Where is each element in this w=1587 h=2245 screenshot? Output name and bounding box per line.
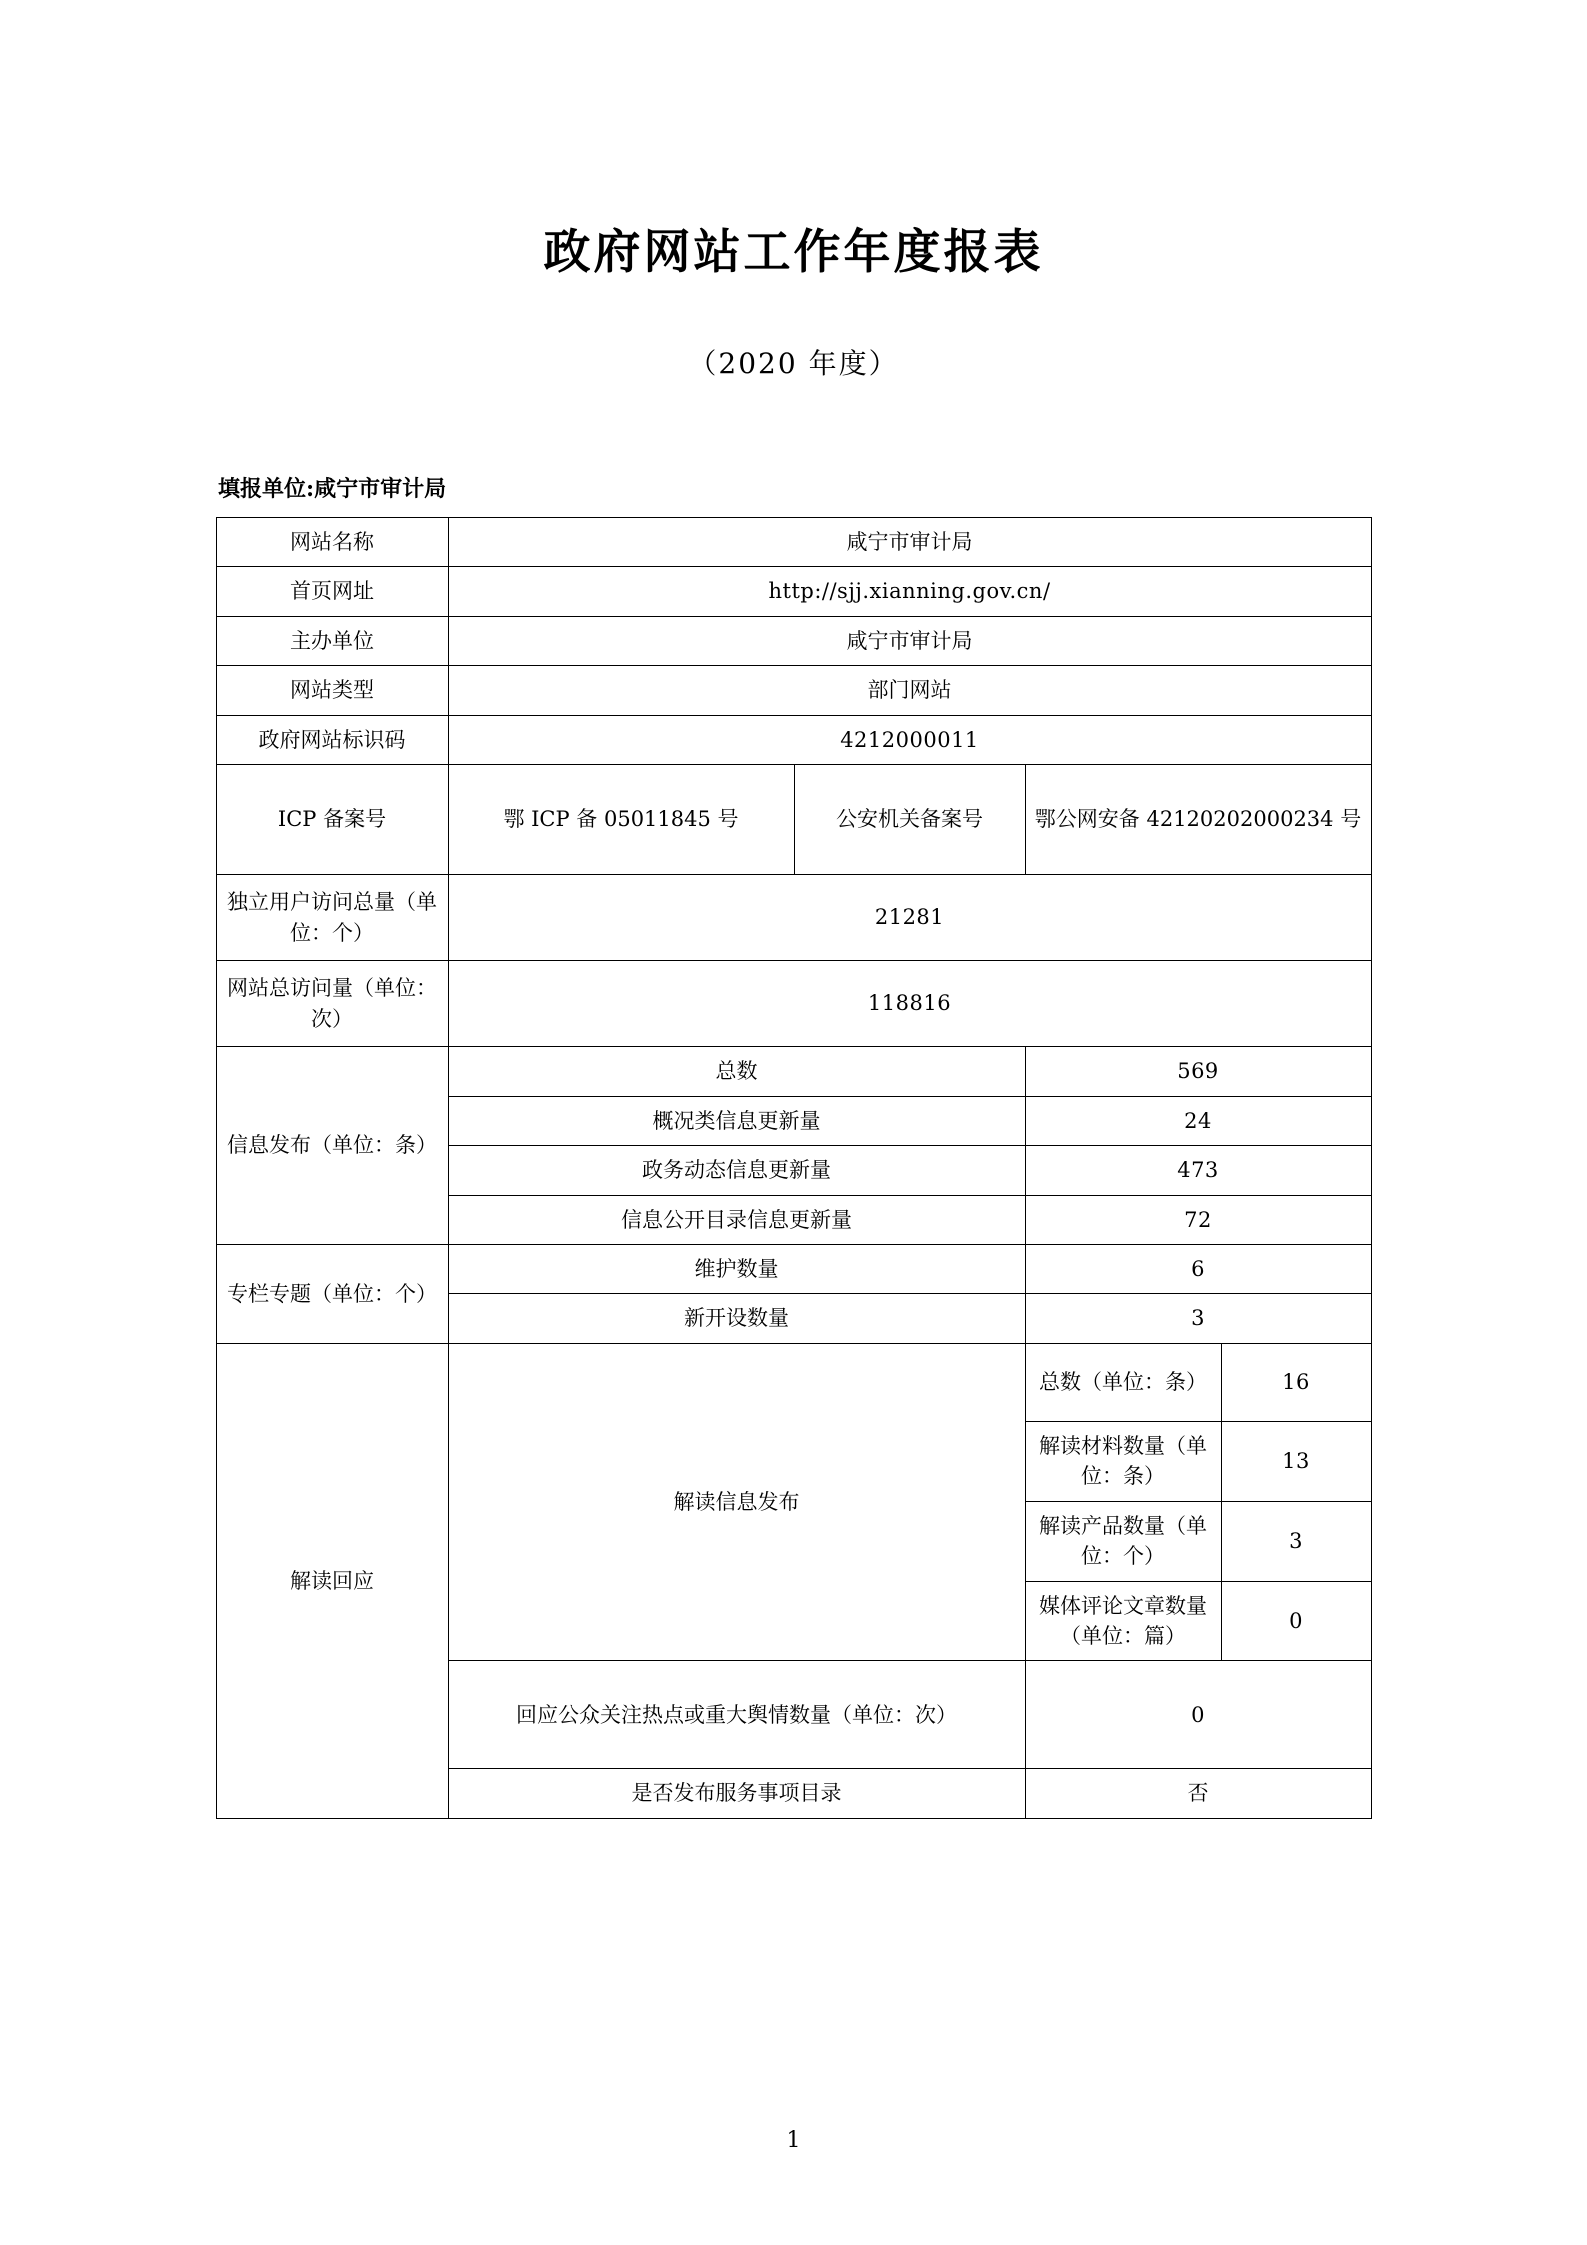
subrow-name-interpretation-0: 总数（单位：条） xyxy=(1025,1343,1221,1421)
table-row xyxy=(216,715,1371,764)
subrow-name-info-release-0: 总数 xyxy=(448,1047,1025,1096)
subrow-value-interpretation-0: 16 xyxy=(1221,1343,1371,1421)
subrow-name-interpretation-2: 解读产品数量（单位：个） xyxy=(1025,1501,1221,1581)
row-label-icp: ICP 备案号 xyxy=(216,765,448,875)
subrow-value-info-release-3: 72 xyxy=(1025,1195,1371,1244)
row-label-site-type: 网站类型 xyxy=(216,666,448,715)
subrow-name-special-columns-1: 新开设数量 xyxy=(448,1294,1025,1343)
table-row xyxy=(216,765,1371,875)
row-label-organizer: 主办单位 xyxy=(216,616,448,665)
subrow-name-interpretation-3: 媒体评论文章数量（单位：篇） xyxy=(1025,1581,1221,1661)
row-value-site-name: 咸宁市审计局 xyxy=(448,518,1371,567)
row-value-site-type: 部门网站 xyxy=(448,666,1371,715)
table-row xyxy=(216,616,1371,665)
table-row xyxy=(216,1343,1371,1421)
row-value-hotspot-response: 0 xyxy=(1025,1661,1371,1769)
row-label-special-columns: 专栏专题（单位：个） xyxy=(216,1244,448,1343)
subrow-value-info-release-2: 473 xyxy=(1025,1146,1371,1195)
row-label-hotspot-response: 回应公众关注热点或重大舆情数量（单位：次） xyxy=(448,1661,1025,1769)
row-label-site-name: 网站名称 xyxy=(216,518,448,567)
row-value-service-catalog: 否 xyxy=(1025,1769,1371,1818)
subrow-value-special-columns-1: 3 xyxy=(1025,1294,1371,1343)
page-title: 政府网站工作年度报表 xyxy=(543,225,1044,280)
table-row xyxy=(216,518,1371,567)
table-row xyxy=(216,1244,1371,1293)
row-label-police-filing: 公安机关备案号 xyxy=(794,765,1025,875)
table-row xyxy=(216,567,1371,616)
row-value-total-visits: 118816 xyxy=(448,961,1371,1047)
row-label-info-release: 信息发布（单位：条） xyxy=(216,1047,448,1245)
row-label-site-code: 政府网站标识码 xyxy=(216,715,448,764)
row-label-service-catalog: 是否发布服务事项目录 xyxy=(448,1769,1025,1818)
row-value-icp: 鄂 ICP 备 05011845 号 xyxy=(448,765,794,875)
subrow-value-interpretation-3: 0 xyxy=(1221,1581,1371,1661)
row-label-unique-visitors: 独立用户访问总量（单位：个） xyxy=(216,875,448,961)
table-row xyxy=(216,666,1371,715)
subrow-name-special-columns-0: 维护数量 xyxy=(448,1244,1025,1293)
row-value-homepage-url: http://sjj.xianning.gov.cn/ xyxy=(448,567,1371,616)
row-value-unique-visitors: 21281 xyxy=(448,875,1371,961)
subrow-name-info-release-1: 概况类信息更新量 xyxy=(448,1096,1025,1145)
page-number: 1 xyxy=(786,2128,801,2153)
subrow-value-info-release-0: 569 xyxy=(1025,1047,1371,1096)
row-value-organizer: 咸宁市审计局 xyxy=(448,616,1371,665)
subrow-name-info-release-3: 信息公开目录信息更新量 xyxy=(448,1195,1025,1244)
table-row xyxy=(216,1047,1371,1096)
annual-report-table xyxy=(216,517,1372,1819)
subrow-value-special-columns-0: 6 xyxy=(1025,1244,1371,1293)
subrow-value-interpretation-2: 3 xyxy=(1221,1501,1371,1581)
subrow-name-info-release-2: 政务动态信息更新量 xyxy=(448,1146,1025,1195)
subrow-value-interpretation-1: 13 xyxy=(1221,1421,1371,1501)
row-value-police-filing: 鄂公网安备 42120202000234 号 xyxy=(1025,765,1371,875)
subrow-name-interpretation-1: 解读材料数量（单位：条） xyxy=(1025,1421,1221,1501)
row-value-site-code: 4212000011 xyxy=(448,715,1371,764)
row-label-interpretation: 解读回应 xyxy=(216,1343,448,1818)
subrow-value-info-release-1: 24 xyxy=(1025,1096,1371,1145)
reporting-unit-label: 填报单位:咸宁市审计局 xyxy=(218,476,447,502)
table-row xyxy=(216,961,1371,1047)
table-row xyxy=(216,875,1371,961)
row-label-interpretation-release: 解读信息发布 xyxy=(448,1343,1025,1661)
row-label-homepage-url: 首页网址 xyxy=(216,567,448,616)
row-label-total-visits: 网站总访问量（单位：次） xyxy=(216,961,448,1047)
page-subtitle: （2020 年度） xyxy=(688,347,899,380)
